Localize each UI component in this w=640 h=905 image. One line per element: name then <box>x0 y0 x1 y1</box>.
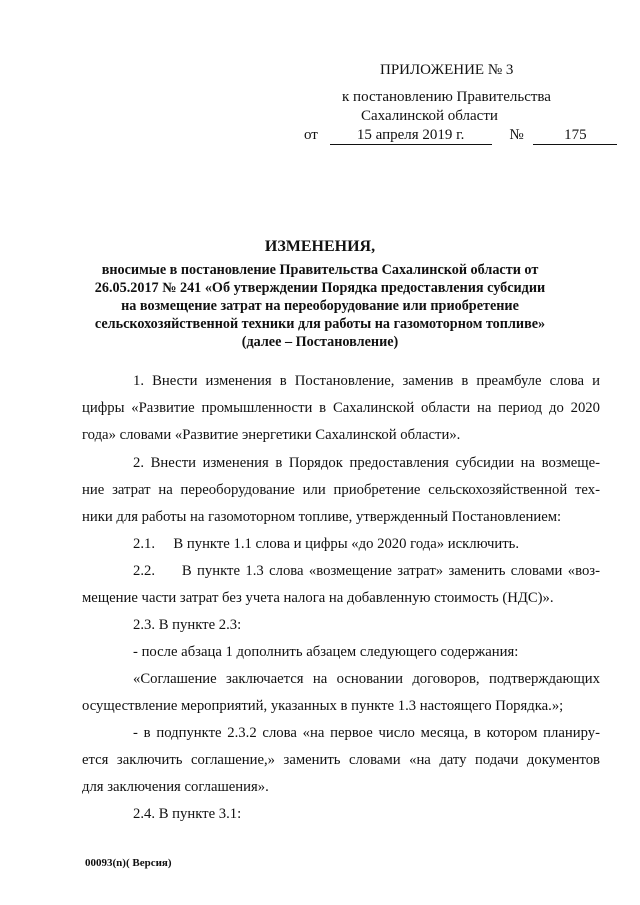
para-1-line-2: цифры «Развитие промышленности в Сахалинской области на период до 2020 <box>82 400 600 416</box>
para-1-line-1: 1. Внести изменения в Постановление, заменив в преамбуле слова и <box>133 373 600 389</box>
para-2-3-item-b-line-1: - в подпункте 2.3.2 слова «на первое число месяца, в котором планиру- <box>133 725 600 741</box>
title-line-1: вносимые в постановление Правительства Сахалинской области от <box>101 262 539 278</box>
resolution-date: 15 апреля 2019 г. <box>330 127 492 145</box>
para-2-line-2: ние затрат на переоборудование или приобретение сельскохозяйственной тех- <box>82 482 600 498</box>
title-line-2: 26.05.2017 № 241 «Об утверждении Порядка предоставления субсидии <box>94 280 546 296</box>
title-line-5: (далее – Постановление) <box>241 334 399 350</box>
appendix-title: ПРИЛОЖЕНИЕ № 3 <box>380 62 514 78</box>
resolution-number: 175 <box>533 127 617 145</box>
para-2-3-item-a: - после абзаца 1 дополнить абзацем следующего содержания: <box>133 644 519 660</box>
document-code: 00093(n)( Версия) <box>85 857 172 869</box>
para-2-3-item-b-line-2: ется заключить соглашение,» заменить словами «на дату подачи документов <box>82 752 600 768</box>
para-2-2-line-1: 2.2. В пункте 1.3 слова «возмещение затрат» заменить словами «воз- <box>133 563 600 579</box>
para-2-3: 2.3. В пункте 2.3: <box>133 617 242 633</box>
para-1-line-3: года» словами «Развитие энергетики Сахалинской области». <box>82 427 461 443</box>
title-line-4: сельскохозяйственной техники для работы на газомоторном топливе» <box>94 316 546 332</box>
para-2-2-line-2: мещение части затрат без учета налога на добавленную стоимость (НДС)». <box>82 590 554 606</box>
para-2-3-item-b-line-3: для заключения соглашения». <box>82 779 269 795</box>
para-2-4: 2.4. В пункте 3.1: <box>133 806 242 822</box>
resolution-ref: к постановлению Правительства <box>342 89 551 105</box>
number-label: № <box>509 127 524 143</box>
para-2-3-quote-line-2: осуществление мероприятий, указанных в пункте 1.3 настоящего Порядка.»; <box>82 698 564 714</box>
para-2-line-3: ники для работы на газомоторном топливе, утвержденный Постановлением: <box>82 509 562 525</box>
from-label: от <box>304 127 318 143</box>
region-name: Сахалинской области <box>361 108 498 124</box>
date-number-line <box>304 127 617 145</box>
title-line-3: на возмещение затрат на переоборудование или приобретение <box>121 298 519 314</box>
para-2-1: 2.1. В пункте 1.1 слова и цифры «до 2020 года» исключить. <box>133 536 520 552</box>
para-2-line-1: 2. Внести изменения в Порядок предоставления субсидии на возмеще- <box>133 455 600 471</box>
changes-heading: ИЗМЕНЕНИЯ, <box>264 238 376 255</box>
para-2-3-quote-line-1: «Соглашение заключается на основании договоров, подтверждающих <box>133 671 600 687</box>
